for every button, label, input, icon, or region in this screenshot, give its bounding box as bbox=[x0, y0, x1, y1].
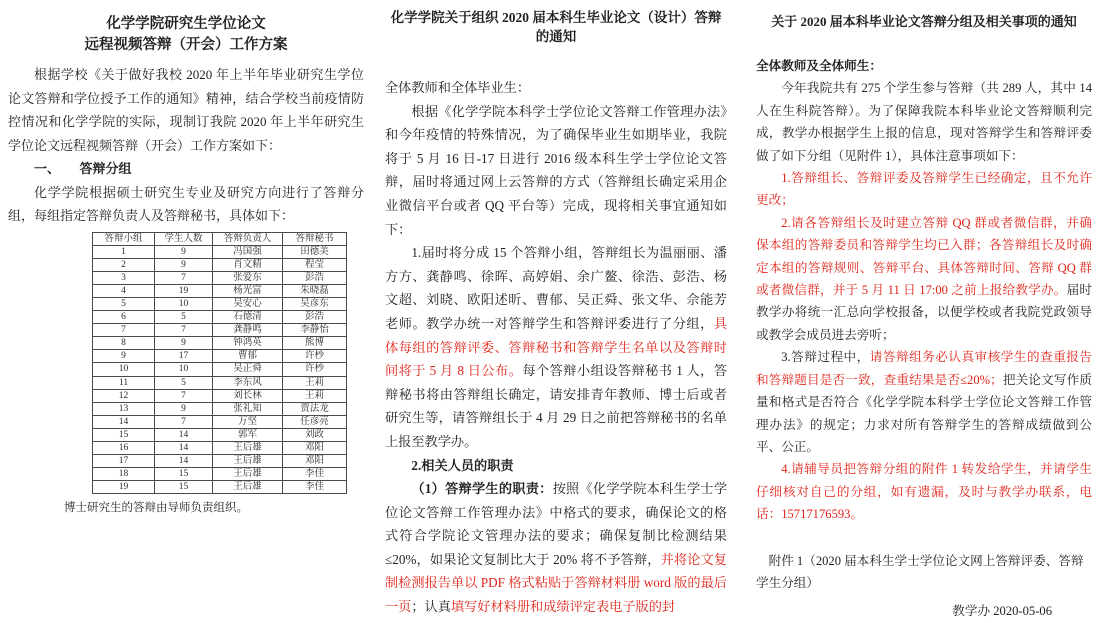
table-cell: 14 bbox=[155, 428, 213, 441]
text-run: 填写好材料册和成绩评定表电子版的封 bbox=[450, 599, 676, 615]
page1-paragraph-intro: 根据学校《关于做好我校 2020 年上半年毕业研究生学位论文答辩和学位授予工作的通知》精神，结合学校当前疫情防控情况和化学学院的实际，现制订我院 2020 年上半年研究生学位论文远程视频答辩（开会）工作方案如下： bbox=[8, 67, 364, 153]
table-cell: 15 bbox=[155, 481, 213, 494]
text-run: 每个答辩小组设答辩秘书 1 人，答辩秘书将由答辩组长确定，请安排青年教师、博士后或者研究生等，请答辩组长于 4 月 29 日之前把答辩秘书的名单上报至教学办。 bbox=[385, 363, 728, 449]
table-row bbox=[93, 376, 347, 389]
table-cell: 17 bbox=[155, 350, 213, 363]
table-cell: 张爱东 bbox=[213, 271, 283, 284]
table-cell: 学生人数 bbox=[155, 232, 213, 245]
table-cell: 彭浩 bbox=[283, 311, 347, 324]
table-cell: 贾法龙 bbox=[283, 402, 347, 415]
text-run: 按照《化学学院本科生学士学位论文答辩工作管理办法》中格式的要求，确保论文的格式符合学院论文管理办法的要求；确保复制比检测结果≤20%，如果论文复制比大于 20% 将不予答辩， bbox=[385, 481, 728, 567]
table-cell: 10 bbox=[155, 297, 213, 310]
table-cell: 王莉 bbox=[283, 389, 347, 402]
table-row bbox=[93, 324, 347, 337]
page2-paragraph-student-duties bbox=[385, 477, 727, 619]
table-cell: 7 bbox=[155, 324, 213, 337]
table-cell: 郭军 bbox=[213, 428, 283, 441]
table-row bbox=[93, 297, 347, 310]
table-cell: 王后雄 bbox=[213, 442, 283, 455]
table-cell: 龚静鸣 bbox=[213, 324, 283, 337]
table-cell: 张礼知 bbox=[213, 402, 283, 415]
document-page-graduate-defense-plan bbox=[0, 0, 372, 535]
table-row bbox=[93, 481, 347, 494]
table-row bbox=[93, 468, 347, 481]
table-cell: 肖文精 bbox=[213, 258, 283, 271]
table-row bbox=[93, 284, 347, 297]
table-cell: 吴彦东 bbox=[283, 297, 347, 310]
text-run: 2.请各答辩组长及时建立答辩 QQ 群或者微信群，并确保本组的答辩委员和答辩学生均已入群；各答辩组长及时确定本组的答辩规则、答辩平台、具体答辩时间、答辩 QQ 群或者微信群，并于 5 月 11 日 17:00 之前上报给教学办。 bbox=[756, 215, 1092, 298]
table-cell: 王后雄 bbox=[213, 481, 283, 494]
page3-paragraph-intro: 今年我院共有 275 个学生参与答辩（共 289 人，其中 14 人在生科院答辩）。为了保障我院本科毕业论文答辩顺利完成，教学办根据学生上报的信息，现对答辩学生和答辩评委做了如下分组（见附件 1），具体注意事项如下： bbox=[756, 81, 1092, 163]
page2-section-heading-duties: 2.相关人员的职责 bbox=[411, 457, 514, 473]
table-cell: 15 bbox=[155, 468, 213, 481]
table-cell: 李佳 bbox=[283, 468, 347, 481]
table-cell: 刘政 bbox=[283, 428, 347, 441]
table-cell: 李佳 bbox=[283, 481, 347, 494]
table-cell: 许杪 bbox=[283, 350, 347, 363]
text-run: （1）答辩学生的职责： bbox=[411, 481, 553, 497]
defense-group-table-body bbox=[93, 245, 347, 494]
defense-group-table bbox=[92, 232, 347, 495]
table-row bbox=[93, 350, 347, 363]
table-cell: 答辩负责人 bbox=[213, 232, 283, 245]
table-cell: 9 bbox=[155, 402, 213, 415]
text-run: ；认真 bbox=[411, 599, 451, 615]
text-run: 具体每组的答辩评委、答辩秘书和答辩学生名单以及答辩时间将于 5 月 8 日公布。 bbox=[385, 315, 727, 379]
table-cell: 5 bbox=[155, 376, 213, 389]
table-cell: 任彦亮 bbox=[283, 415, 347, 428]
table-cell: 7 bbox=[155, 271, 213, 284]
page3-attachment-line: 附件 1（2020 届本科生学士学位论文网上答辩评委、答辩学生分组） bbox=[756, 553, 1084, 590]
table-row bbox=[93, 455, 347, 468]
table-cell: 5 bbox=[155, 311, 213, 324]
table-cell: 9 bbox=[155, 245, 213, 258]
page2-paragraph-intro: 根据《化学学院本科学士学位论文答辩工作管理办法》和今年疫情的特殊情况，为了确保毕业生如期毕业，我院将于 5 月 16 日-17 日进行 2016 级本科生学士学位论文答辩，届时将通过网上云答辩的方式（答辩组长确定采用企业微信平台或者 QQ 平台等）完成，现将相关事宜通知如下： bbox=[385, 103, 727, 237]
table-cell: 19 bbox=[93, 481, 155, 494]
table-cell: 18 bbox=[93, 468, 155, 481]
table-cell: 12 bbox=[93, 389, 155, 402]
table-cell: 19 bbox=[155, 284, 213, 297]
table-cell: 王后雄 bbox=[213, 468, 283, 481]
page1-paragraph-grouping: 化学学院根据硕士研究生专业及研究方向进行了答辩分组，每组指定答辩负责人及答辩秘书，具体如下： bbox=[8, 184, 364, 223]
table-cell: 7 bbox=[155, 389, 213, 402]
table-cell: 冯国强 bbox=[213, 245, 283, 258]
table-cell: 1 bbox=[93, 245, 155, 258]
table-cell: 曹郁 bbox=[213, 350, 283, 363]
table-cell: 杨光富 bbox=[213, 284, 283, 297]
table-row bbox=[93, 271, 347, 284]
page2-title: 化学学院关于组织 2020 届本科生毕业论文（设计）答辩的通知 bbox=[390, 10, 722, 44]
table-cell: 5 bbox=[93, 297, 155, 310]
page3-signature: 教学办 2020-05-06 bbox=[952, 604, 1052, 619]
table-cell: 刘长林 bbox=[213, 389, 283, 402]
page2-salutation: 全体教师和全体毕业生： bbox=[385, 80, 531, 95]
page3-item-4 bbox=[756, 458, 1092, 525]
document-page-grouping-notice bbox=[742, 0, 1106, 619]
page1-table-note: 博士研究生的答辩由导师负责组织。 bbox=[64, 502, 248, 515]
table-cell: 田德美 bbox=[283, 245, 347, 258]
table-cell: 答辩秘书 bbox=[283, 232, 347, 245]
document-page-undergrad-defense-notice bbox=[375, 0, 739, 615]
table-cell: 2 bbox=[93, 258, 155, 271]
table-cell: 10 bbox=[155, 363, 213, 376]
table-cell: 4 bbox=[93, 284, 155, 297]
page1-title-line2: 远程视频答辩（开会）工作方案 bbox=[84, 37, 288, 53]
table-cell: 李静怡 bbox=[283, 324, 347, 337]
table-cell: 李东风 bbox=[213, 376, 283, 389]
table-cell: 钟鸿英 bbox=[213, 337, 283, 350]
table-cell: 许杪 bbox=[283, 363, 347, 376]
table-cell: 邓阳 bbox=[283, 442, 347, 455]
table-cell: 16 bbox=[93, 442, 155, 455]
text-run: 4.请辅导员把答辩分组的附件 1 转发给学生，并请学生仔细核对自己的分组，如有遗漏，及时与教学办联系，电话：15717176593。 bbox=[756, 462, 1092, 522]
table-row bbox=[93, 442, 347, 455]
table-row bbox=[93, 428, 347, 441]
table-cell: 14 bbox=[93, 415, 155, 428]
text-run: 并将论文复制检测报告单以 PDF 格式粘贴于答辩材料册 word 版的最后一页 bbox=[385, 551, 727, 615]
table-cell: 6 bbox=[93, 311, 155, 324]
table-cell: 万坚 bbox=[213, 415, 283, 428]
table-cell: 10 bbox=[93, 363, 155, 376]
table-cell: 13 bbox=[93, 402, 155, 415]
table-row bbox=[93, 337, 347, 350]
table-cell: 朱晓磊 bbox=[283, 284, 347, 297]
page3-title: 关于 2020 届本科毕业论文答辩分组及相关事项的通知 bbox=[771, 14, 1077, 29]
table-row bbox=[93, 389, 347, 402]
table-cell: 8 bbox=[93, 337, 155, 350]
table-cell: 7 bbox=[155, 415, 213, 428]
page3-salutation: 全体教师及全体师生： bbox=[756, 59, 882, 73]
table-cell: 王后雄 bbox=[213, 455, 283, 468]
table-cell: 11 bbox=[93, 376, 155, 389]
text-run: 把关论文写作质量和格式是否符合《化学学院本科学士学位论文答辩工作管理办法》的规定；力求对所有答辩学生的答辩成绩做到公平、公正。 bbox=[756, 372, 1093, 454]
text-run: 请答辩组务必认真审核学生的查重报告和答辩题目是否一致，查重结果是否≤20%； bbox=[756, 350, 1093, 387]
table-cell: 吴安心 bbox=[213, 297, 283, 310]
page3-item-3 bbox=[756, 346, 1092, 458]
page1-title-line1: 化学学院研究生学位论文 bbox=[106, 16, 266, 32]
table-cell: 14 bbox=[155, 442, 213, 455]
table-row bbox=[93, 311, 347, 324]
text-run: 1.答辩组长、答辩评委及答辩学生已经确定，且不允许更改； bbox=[756, 171, 1092, 208]
table-cell: 9 bbox=[155, 258, 213, 271]
table-cell: 吴正舜 bbox=[213, 363, 283, 376]
table-cell: 3 bbox=[93, 271, 155, 284]
table-row bbox=[93, 415, 347, 428]
table-row bbox=[93, 363, 347, 376]
table-cell: 答辩小组 bbox=[93, 232, 155, 245]
table-cell: 王莉 bbox=[283, 376, 347, 389]
table-row bbox=[93, 258, 347, 271]
table-cell: 熊博 bbox=[283, 337, 347, 350]
page3-item-2 bbox=[756, 212, 1092, 346]
table-cell: 7 bbox=[93, 324, 155, 337]
table-cell: 程莹 bbox=[283, 258, 347, 271]
page2-paragraph-item1 bbox=[385, 241, 727, 453]
page1-section-heading-grouping: 一、 答辩分组 bbox=[34, 161, 132, 176]
table-cell: 9 bbox=[155, 337, 213, 350]
table-cell: 石德清 bbox=[213, 311, 283, 324]
text-run: 1.届时将分成 15 个答辩小组，答辩组长为温丽丽、潘方方、龚静鸣、徐晖、高婷娟、余广鳌、徐浩、彭浩、杨文超、刘晓、欧阳述昕、曹郁、吴正舜、张文华、佘能芳老师。教学办统一对答辩学生和答辩评委进行了分组， bbox=[385, 245, 727, 331]
table-row bbox=[93, 402, 347, 415]
text-run: 届时教学办将统一汇总向学校报备，以便学校或者我院党政领导或教学会成员进去旁听； bbox=[756, 283, 1092, 342]
table-cell: 邓阳 bbox=[283, 455, 347, 468]
page3-item-1 bbox=[756, 167, 1092, 212]
table-cell: 彭浩 bbox=[283, 271, 347, 284]
table-row bbox=[93, 245, 347, 258]
table-row bbox=[93, 232, 347, 245]
defense-group-table-header bbox=[93, 232, 347, 245]
table-cell: 14 bbox=[155, 455, 213, 468]
table-cell: 9 bbox=[93, 350, 155, 363]
table-cell: 17 bbox=[93, 455, 155, 468]
table-cell: 15 bbox=[93, 428, 155, 441]
text-run: 3.答辩过程中， bbox=[781, 350, 870, 365]
